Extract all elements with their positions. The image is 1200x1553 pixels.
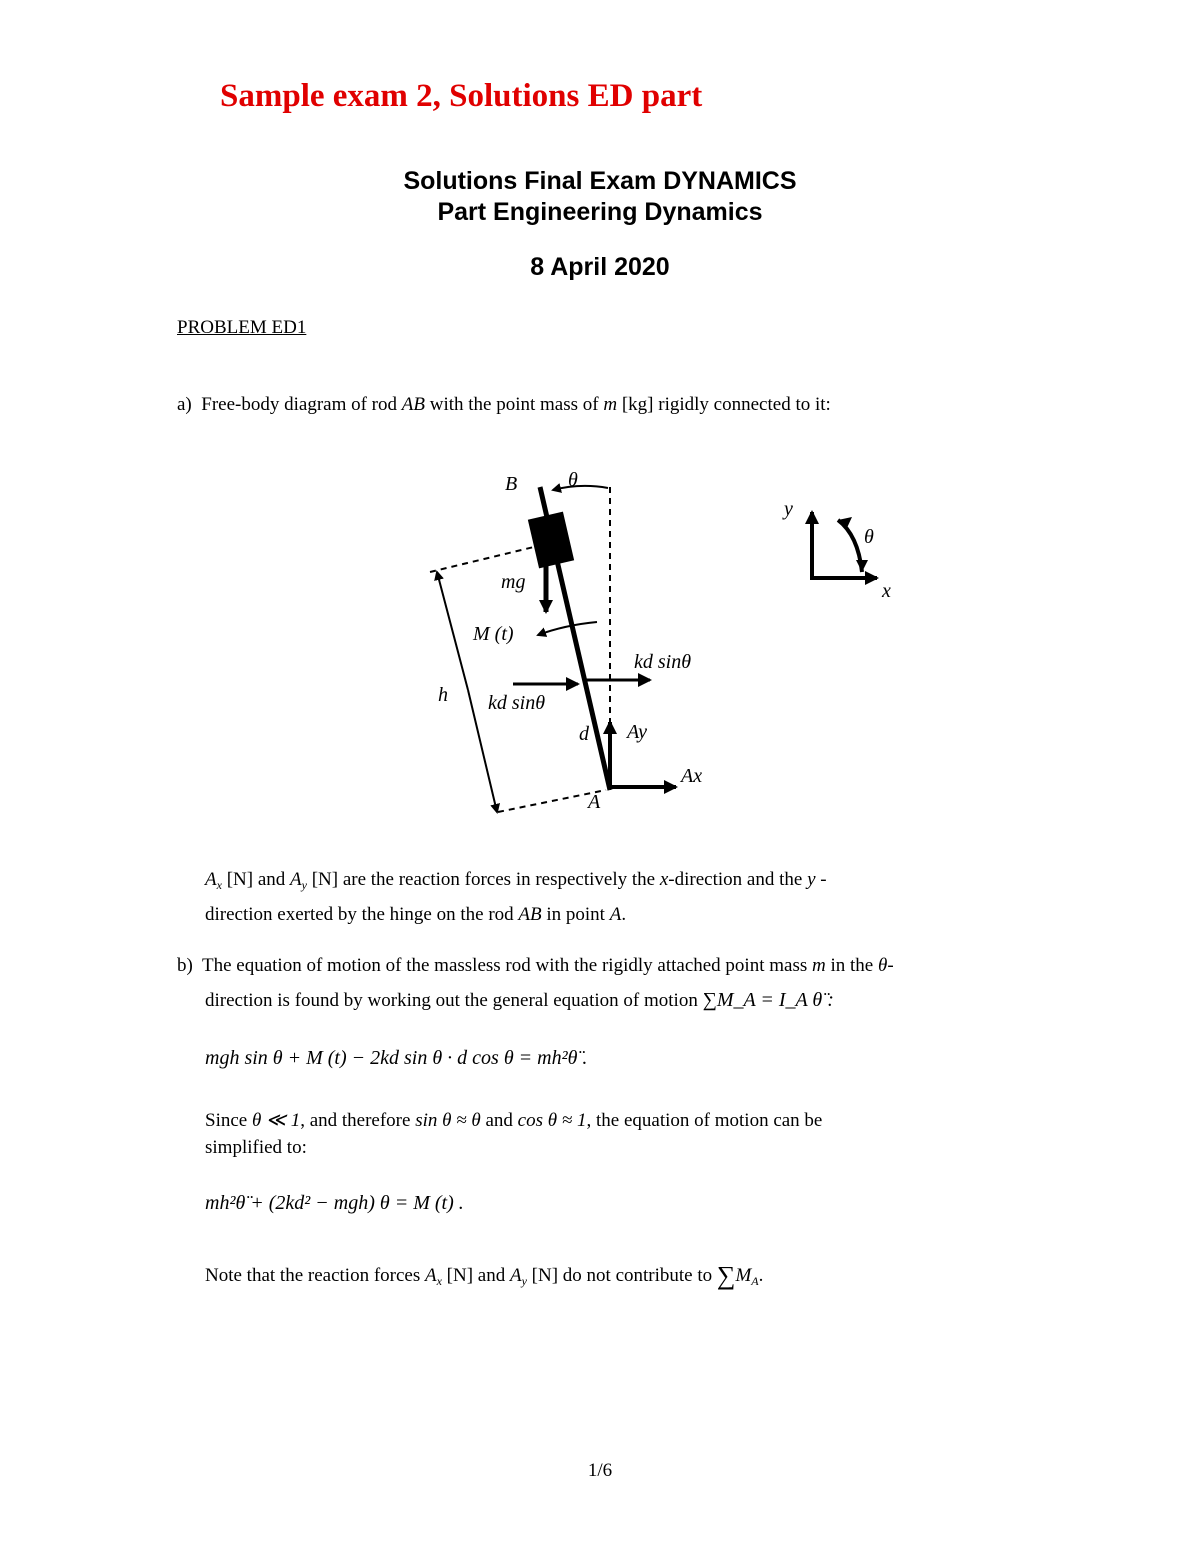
part-b-line2: direction is found by working out the general equation of motion ∑M_A = I_A θ̈ : [205,989,834,1011]
label-spring-force-left: kd sinθ [488,692,546,714]
axis-theta-label: θ [864,526,874,548]
label-h: h [438,684,448,706]
problem-heading: PROBLEM ED1 [177,317,307,338]
label-theta-top: θ [568,469,578,491]
label-spring-force-right: kd sinθ [634,651,692,673]
small-angle-text-2: simplified to: [205,1137,307,1158]
axis-x-label: x [882,580,891,602]
point-mass [528,512,574,569]
equation-of-motion: mgh sin θ + M (t) − 2kd sin θ · d cos θ = mh²θ̈ . [205,1047,588,1069]
note-text: Note that the reaction forces $A_x$ [N] and $A_y$ [N] do not contribute to $\sum M_A$. [205,1261,764,1290]
label-a: A [588,791,601,813]
exam-title-line1: Solutions Final Exam DYNAMICS [403,167,797,195]
label-ay: Ay [627,721,647,743]
label-d: d [579,723,589,745]
document-title: Sample exam 2, Solutions ED part [220,78,703,114]
exam-date: 8 April 2020 [530,253,670,281]
label-mg: mg [501,571,526,593]
small-angle-text: Since θ ≪ 1, and therefore sin θ ≈ θ and cos θ ≈ 1, the equation of motion can be [205,1110,823,1131]
general-eom: ∑M_A = I_A θ̈ : [702,989,834,1011]
part-a-text: a) Free-body diagram of rod AB with the point mass of m [kg] rigidly connected to it: [177,394,831,415]
page-number: 1/6 [587,1460,613,1481]
label-moment: M (t) [473,623,514,645]
axis-y-label: y [784,498,793,520]
reaction-text-line1: $A_x$ [N] and $A_y$ [N] are the reaction forces in respectively the x-direction and the y - [205,869,827,892]
label-b: B [505,473,518,495]
label-ax: Ax [681,765,703,787]
simplified-equation: mh²θ̈ + (2kd² − mgh) θ = M (t) . [205,1192,464,1214]
part-b-line1: b) The equation of motion of the massless rod with the rigidly attached point mass m in the θ- [177,955,894,976]
exam-title-line2: Part Engineering Dynamics [437,198,763,226]
reaction-text-line2: direction exerted by the hinge on the rod AB in point A. [205,904,627,925]
